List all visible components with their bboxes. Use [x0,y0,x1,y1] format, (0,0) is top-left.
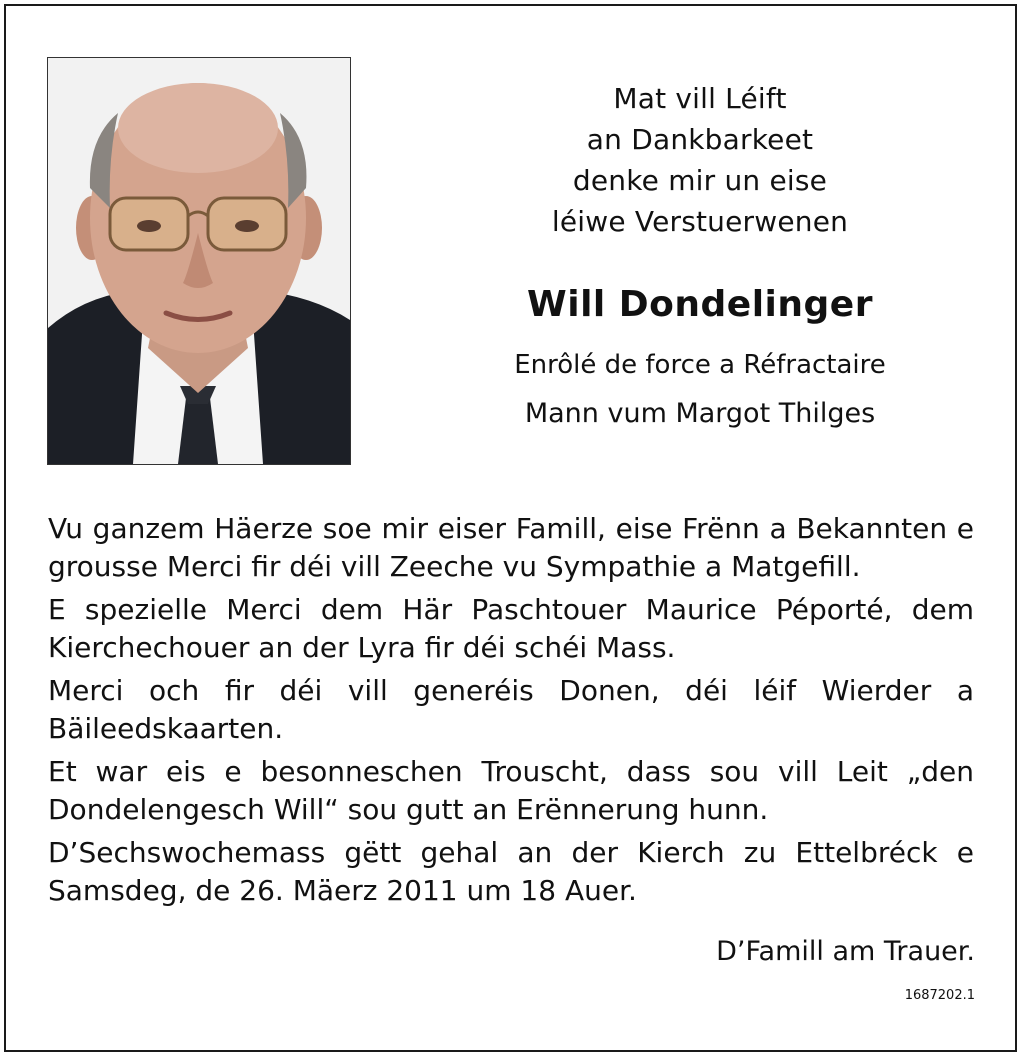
reference-number: 1687202.1 [904,988,975,1003]
paragraph: E spezielle Merci dem Här Paschtouer Maurice Péporté, dem Kierchechouer an der Lyra fir déi schéi Mass. [48,593,974,664]
verse-line: léiwe Verstuerwenen [551,205,849,238]
thank-you-text [48,510,974,915]
paragraph: Merci och fir déi vill generéis Donen, déi léif Wierder a Bäileedskaarten. [48,674,974,745]
paragraph: Et war eis e besonneschen Trouscht, dass sou vill Leit „den Dondelengesch Will“ sou gutt an Erënnerung hunn. [48,755,974,826]
signoff: D’Famill am Trauer. [716,936,975,967]
deceased-spouse: Mann vum Margot Thilges [524,398,876,429]
verse-line: an Dankbarkeet [586,123,814,156]
deceased-title: Enrôlé de force a Réfractaire [514,350,886,380]
verse-line: Mat vill Léift [613,82,787,115]
paragraph: D’Sechswochemass gëtt gehal an der Kierch zu Ettelbréck e Samsdeg, de 26. Mäerz 2011 um 18 Auer. [48,836,974,907]
paragraph: Vu ganzem Häerze soe mir eiser Famill, eise Frënn a Bekannten e grousse Merci fir déi vill Zeeche vu Sympathie a Matgefill. [48,512,974,583]
deceased-name: Will Dondelinger [527,284,873,325]
verse-line: denke mir un eise [572,164,828,197]
portrait-photo [47,57,351,465]
memorial-verse [440,78,960,242]
